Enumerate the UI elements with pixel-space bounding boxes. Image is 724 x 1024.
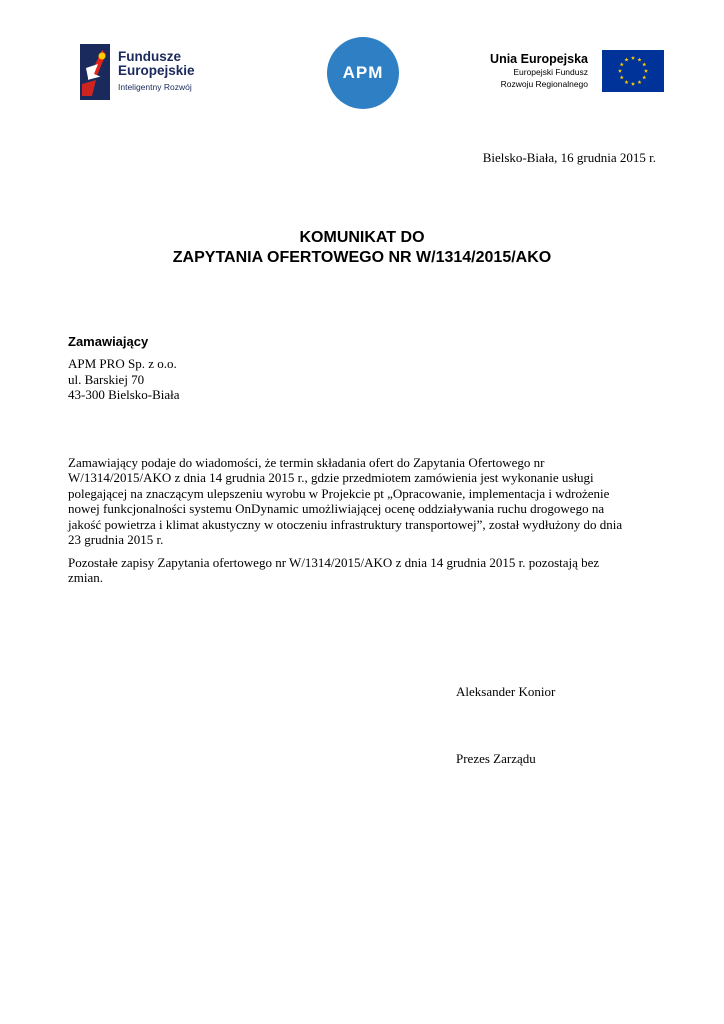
eu-logo-text (490, 52, 588, 90)
signatory-name: Aleksander Konior (456, 684, 556, 699)
fundusze-europejskie-logo (80, 44, 220, 104)
eu-logo (478, 50, 664, 96)
paragraph-line: W/1314/2015/AKO z dnia 14 grudnia 2015 r., gdzie przedmiotem zamówienia jest wykonanie usługi (68, 470, 594, 486)
eu-line2: Europejski Fundusz (513, 67, 588, 77)
orderer-address (68, 356, 180, 403)
apm-logo-text: APM (342, 63, 384, 82)
paragraph-line: zmian. (68, 570, 104, 586)
eu-line1: Unia Europejska (490, 52, 588, 66)
eu-line3: Rozwoju Regionalnego (500, 79, 588, 89)
document-title-line1: KOMUNIKAT DO (299, 229, 425, 246)
apm-logo (327, 37, 399, 109)
paragraph-line: nowej funkcjonalności systemu OnDynamic umożliwiającej ocenę oddziaływania ruchu drogowego na (68, 501, 605, 517)
paragraph-line: 23 grudnia 2015 r. (68, 532, 164, 548)
address-line: 43-300 Bielsko-Biała (68, 387, 180, 402)
document-title-line2: ZAPYTANIA OFERTOWEGO NR W/1314/2015/AKO (172, 249, 552, 266)
fe-logo-text (118, 50, 195, 94)
fe-line2: Europejskie (118, 63, 195, 78)
address-line: APM PRO Sp. z o.o. (68, 356, 177, 371)
paragraph-line: jakość powietrza i klimat akustyczny w otoczeniu infrastruktury transportowej”, został wydłużony do dnia (68, 516, 623, 532)
address-line: ul. Barskiej 70 (68, 371, 145, 387)
fe-emblem-icon (80, 44, 110, 100)
document-date: Bielsko-Biała, 16 grudnia 2015 r. (482, 150, 656, 165)
eu-flag-icon (602, 50, 664, 92)
fe-line3: Inteligentny Rozwój (118, 82, 192, 92)
signatory-role: Prezes Zarządu (456, 751, 536, 766)
fe-line1: Fundusze (118, 49, 181, 64)
announcement-paragraph (68, 455, 658, 547)
orderer-heading: Zamawiający (68, 334, 149, 349)
paragraph-line: Pozostałe zapisy Zapytania ofertowego nr W/1314/2015/AKO z dnia 14 grudnia 2015 r. pozostają bez (68, 555, 600, 570)
paragraph-line: Zamawiający podaje do wiadomości, że termin składania ofert do Zapytania Ofertowego nr (68, 455, 545, 470)
remaining-terms-paragraph (68, 555, 658, 586)
paragraph-line: polegającej na znaczącym ulepszeniu wyrobu w Projekcie pt „Opracowanie, implementacja i wdrożenie (68, 485, 610, 501)
